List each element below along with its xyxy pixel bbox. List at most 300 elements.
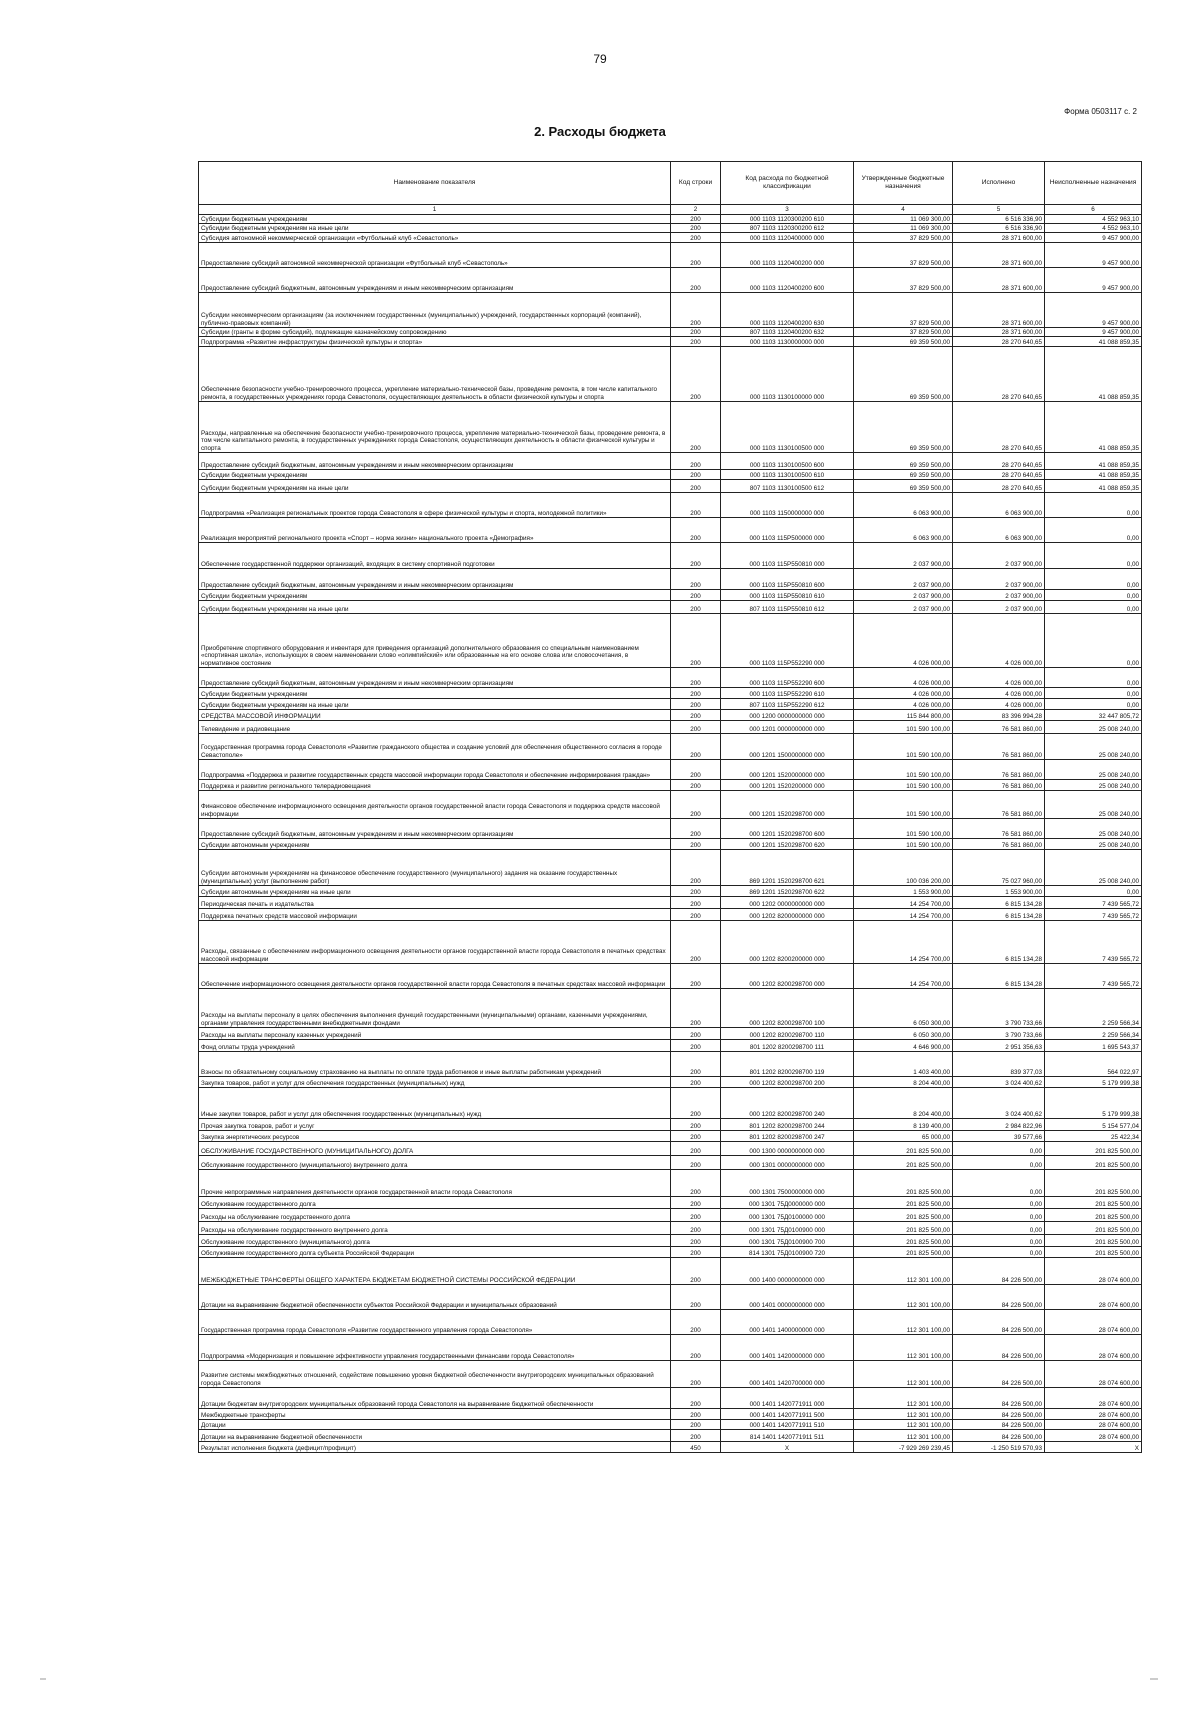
row-unexecuted: 28 074 600,00: [1045, 1335, 1142, 1361]
column-header-classification-code: Код расхода по бюджетной классификации: [721, 162, 854, 205]
row-unexecuted: 25 422,34: [1045, 1131, 1142, 1142]
row-line-code: 200: [671, 1361, 721, 1388]
row-approved: 11 069 300,00: [854, 224, 953, 233]
row-line-code: 200: [671, 909, 721, 921]
table-row: [199, 734, 1142, 760]
row-line-code: 200: [671, 721, 721, 734]
row-executed: 6 815 134,28: [953, 909, 1045, 921]
row-classification-code: 000 1103 115P552290 000: [721, 614, 854, 668]
row-executed: 4 026 000,00: [953, 614, 1045, 668]
table-row: [199, 721, 1142, 734]
table-row: [199, 1040, 1142, 1052]
row-classification-code: 869 1201 1520298700 622: [721, 886, 854, 897]
table-row: [199, 1235, 1142, 1247]
row-line-code: 200: [671, 699, 721, 710]
row-name: Обслуживание государственного долга: [199, 1197, 671, 1209]
row-executed: 4 026 000,00: [953, 668, 1045, 688]
row-executed: 2 984 822,96: [953, 1119, 1045, 1131]
row-classification-code: 801 1202 8200298700 111: [721, 1040, 854, 1052]
row-name: Расходы на выплаты персоналу в целях обеспечения выполнения функций государственными (муниципальными) органами, казенными учреждениями, органами управления государственными внебюджетными фондами: [199, 989, 671, 1028]
row-executed: 84 226 500,00: [953, 1258, 1045, 1285]
row-name: Подпрограмма «Модернизация и повышение эффективности управления государственными финансами города Севастополя»: [199, 1335, 671, 1361]
row-line-code: 200: [671, 480, 721, 493]
row-classification-code: 000 1201 1520298700 000: [721, 791, 854, 819]
row-approved: 37 829 500,00: [854, 328, 953, 337]
row-line-code: 200: [671, 921, 721, 964]
row-executed: 4 026 000,00: [953, 688, 1045, 699]
row-name: Подпрограмма «Развитие инфраструктуры физической культуры и спорта»: [199, 337, 671, 347]
row-unexecuted: 201 825 500,00: [1045, 1247, 1142, 1258]
row-line-code: 450: [671, 1442, 721, 1453]
row-executed: 6 815 134,28: [953, 921, 1045, 964]
table-row: [199, 293, 1142, 328]
row-classification-code: 000 1202 8200000000 000: [721, 909, 854, 921]
row-name: Субсидии бюджетным учреждениям на иные цели: [199, 224, 671, 233]
row-approved: 1 553 900,00: [854, 886, 953, 897]
column-number: 5: [953, 205, 1045, 215]
row-classification-code: 000 1103 115P552290 610: [721, 688, 854, 699]
row-classification-code: 000 1301 75Д0100000 000: [721, 1209, 854, 1222]
row-approved: 4 026 000,00: [854, 688, 953, 699]
row-approved: 101 590 100,00: [854, 839, 953, 850]
row-classification-code: 000 1401 1400000000 000: [721, 1310, 854, 1335]
row-classification-code: 000 1201 1500000000 000: [721, 734, 854, 760]
row-unexecuted: 25 008 240,00: [1045, 839, 1142, 850]
table-row: [199, 1156, 1142, 1170]
row-line-code: 200: [671, 1247, 721, 1258]
row-name: Обеспечение безопасности учебно-тренировочного процесса, укрепление материально-технической базы, проведение ремонта, в том числе капитального ремонта, в государственных учреждениях города Севастополя, осуществляющих деятельность в области физической культуры и спорта: [199, 347, 671, 402]
table-row: [199, 1388, 1142, 1409]
row-unexecuted: 41 088 859,35: [1045, 453, 1142, 470]
row-line-code: 200: [671, 1040, 721, 1052]
row-executed: 6 063 900,00: [953, 518, 1045, 543]
row-executed: -1 250 519 570,93: [953, 1442, 1045, 1453]
row-classification-code: 000 1103 115P550810 000: [721, 543, 854, 569]
row-approved: 201 825 500,00: [854, 1209, 953, 1222]
row-executed: 0,00: [953, 1209, 1045, 1222]
column-number-row: [199, 205, 1142, 215]
table-row: [199, 1028, 1142, 1040]
row-executed: 84 226 500,00: [953, 1285, 1045, 1310]
row-executed: 28 270 640,65: [953, 453, 1045, 470]
row-name: Иные закупки товаров, работ и услуг для обеспечения государственных (муниципальных) нужд: [199, 1088, 671, 1119]
row-unexecuted: 9 457 900,00: [1045, 293, 1142, 328]
row-executed: 84 226 500,00: [953, 1420, 1045, 1430]
row-approved: 6 050 300,00: [854, 989, 953, 1028]
row-name: Взносы по обязательному социальному страхованию на выплаты по оплате труда работников и иные выплаты работникам учреждений: [199, 1052, 671, 1077]
row-line-code: 200: [671, 1388, 721, 1409]
row-name: Межбюджетные трансферты: [199, 1409, 671, 1420]
row-unexecuted: 201 825 500,00: [1045, 1156, 1142, 1170]
row-line-code: 200: [671, 347, 721, 402]
row-line-code: 200: [671, 601, 721, 614]
row-name: Дотации на выравнивание бюджетной обеспеченности субъектов Российской Федерации и муниципальных образований: [199, 1285, 671, 1310]
row-approved: 69 359 500,00: [854, 453, 953, 470]
table-row: [199, 243, 1142, 268]
row-classification-code: 000 1401 1420771911 000: [721, 1388, 854, 1409]
row-approved: 37 829 500,00: [854, 293, 953, 328]
row-unexecuted: 9 457 900,00: [1045, 328, 1142, 337]
column-header-executed: Исполнено: [953, 162, 1045, 205]
row-name: СРЕДСТВА МАССОВОЙ ИНФОРМАЦИИ: [199, 710, 671, 721]
row-unexecuted: 7 439 565,72: [1045, 897, 1142, 909]
row-line-code: 200: [671, 470, 721, 480]
table-row: [199, 1420, 1142, 1430]
row-line-code: 200: [671, 1430, 721, 1442]
row-classification-code: 000 1301 75Д0100900 000: [721, 1222, 854, 1235]
row-unexecuted: 9 457 900,00: [1045, 233, 1142, 243]
row-name: Субсидии бюджетным учреждениям на иные цели: [199, 601, 671, 614]
row-name: Развитие системы межбюджетных отношений, содействие повышению уровня бюджетной обеспеченности внутригородских муниципальных образований города Севастополя: [199, 1361, 671, 1388]
row-approved: 37 829 500,00: [854, 233, 953, 243]
row-name: Расходы на обслуживание государственного внутреннего долга: [199, 1222, 671, 1235]
row-approved: 2 037 900,00: [854, 569, 953, 590]
row-unexecuted: 25 008 240,00: [1045, 780, 1142, 791]
table-row: [199, 601, 1142, 614]
row-line-code: 200: [671, 233, 721, 243]
row-approved: 37 829 500,00: [854, 243, 953, 268]
row-classification-code: 000 1202 8200298700 200: [721, 1077, 854, 1088]
row-unexecuted: 9 457 900,00: [1045, 268, 1142, 293]
row-executed: 84 226 500,00: [953, 1409, 1045, 1420]
row-line-code: 200: [671, 760, 721, 780]
row-unexecuted: 201 825 500,00: [1045, 1197, 1142, 1209]
row-classification-code: 814 1301 75Д0100900 720: [721, 1247, 854, 1258]
table-row: [199, 493, 1142, 518]
row-name: Субсидии (гранты в форме субсидий), подлежащие казначейскому сопровождению: [199, 328, 671, 337]
table-row: [199, 347, 1142, 402]
row-classification-code: 000 1301 75Д0000000 000: [721, 1197, 854, 1209]
row-line-code: 200: [671, 268, 721, 293]
row-unexecuted: 201 825 500,00: [1045, 1222, 1142, 1235]
row-line-code: 200: [671, 989, 721, 1028]
row-classification-code: 000 1202 8200200000 000: [721, 921, 854, 964]
row-classification-code: 807 1103 1120300200 612: [721, 224, 854, 233]
row-unexecuted: 25 008 240,00: [1045, 721, 1142, 734]
row-line-code: 200: [671, 1310, 721, 1335]
row-approved: 69 359 500,00: [854, 337, 953, 347]
row-executed: 3 790 733,66: [953, 989, 1045, 1028]
row-classification-code: 000 1401 0000000000 000: [721, 1285, 854, 1310]
row-line-code: 200: [671, 1028, 721, 1040]
table-row: [199, 964, 1142, 989]
row-classification-code: 807 1103 1130100500 612: [721, 480, 854, 493]
row-classification-code: 000 1401 1420700000 000: [721, 1361, 854, 1388]
row-executed: 28 371 600,00: [953, 293, 1045, 328]
row-approved: 100 036 200,00: [854, 850, 953, 886]
table-row: [199, 543, 1142, 569]
row-approved: 201 825 500,00: [854, 1235, 953, 1247]
table-row: [199, 1209, 1142, 1222]
row-classification-code: 000 1103 1130100500 610: [721, 470, 854, 480]
row-unexecuted: 564 022,97: [1045, 1052, 1142, 1077]
row-executed: 28 270 640,65: [953, 480, 1045, 493]
table-row: [199, 989, 1142, 1028]
row-name: Закупка энергетических ресурсов: [199, 1131, 671, 1142]
row-approved: 2 037 900,00: [854, 601, 953, 614]
row-line-code: 200: [671, 1285, 721, 1310]
expenditure-table: [198, 161, 1142, 1453]
row-name: Прочие непрограммные направления деятельности органов государственной власти города Севастополя: [199, 1170, 671, 1197]
row-approved: 112 301 100,00: [854, 1430, 953, 1442]
row-executed: 76 581 860,00: [953, 760, 1045, 780]
row-classification-code: 000 1201 1520200000 000: [721, 780, 854, 791]
row-classification-code: 000 1201 0000000000 000: [721, 721, 854, 734]
row-unexecuted: 0,00: [1045, 590, 1142, 601]
row-line-code: 200: [671, 224, 721, 233]
row-classification-code: 000 1202 0000000000 000: [721, 897, 854, 909]
row-approved: 14 254 700,00: [854, 964, 953, 989]
row-name: Предоставление субсидий бюджетным, автономным учреждениям и иным некоммерческим организациям: [199, 268, 671, 293]
row-line-code: 200: [671, 886, 721, 897]
row-name: Поддержка и развитие регионального телерадиовещания: [199, 780, 671, 791]
row-executed: 76 581 860,00: [953, 721, 1045, 734]
row-unexecuted: 28 074 600,00: [1045, 1361, 1142, 1388]
table-row: [199, 1361, 1142, 1388]
row-unexecuted: 41 088 859,35: [1045, 470, 1142, 480]
row-approved: 6 063 900,00: [854, 493, 953, 518]
row-unexecuted: 0,00: [1045, 699, 1142, 710]
row-name: Предоставление субсидий бюджетным, автономным учреждениям и иным некоммерческим организациям: [199, 569, 671, 590]
table-row: [199, 760, 1142, 780]
row-executed: 2 037 900,00: [953, 590, 1045, 601]
row-approved: 112 301 100,00: [854, 1258, 953, 1285]
row-name: Дотации бюджетам внутригородских муниципальных образований города Севастополя на выравнивание бюджетной обеспеченности: [199, 1388, 671, 1409]
row-executed: 76 581 860,00: [953, 780, 1045, 791]
row-classification-code: 000 1103 1130100000 000: [721, 347, 854, 402]
row-classification-code: 807 1103 1120400200 632: [721, 328, 854, 337]
row-classification-code: 807 1103 115P550810 612: [721, 601, 854, 614]
row-approved: 69 359 500,00: [854, 480, 953, 493]
row-line-code: 200: [671, 243, 721, 268]
row-approved: 8 139 400,00: [854, 1119, 953, 1131]
row-classification-code: 000 1103 1120400200 630: [721, 293, 854, 328]
table-row: [199, 819, 1142, 839]
row-name: Телевидение и радиовещание: [199, 721, 671, 734]
page-number: 79: [593, 52, 607, 66]
row-executed: 0,00: [953, 1197, 1045, 1209]
row-unexecuted: 201 825 500,00: [1045, 1142, 1142, 1156]
row-classification-code: 000 1301 7500000000 000: [721, 1170, 854, 1197]
row-classification-code: 000 1103 1120300200 610: [721, 215, 854, 224]
row-executed: 0,00: [953, 1222, 1045, 1235]
row-name: Приобретение спортивного оборудования и инвентаря для приведения организаций дополнительного образования со специальным наименованием «спортивная школа», использующих в своем наименовании слово «олимпийский» или образованные на его основе слова или словосочетания, в нормативное состояние: [199, 614, 671, 668]
row-unexecuted: 5 154 577,04: [1045, 1119, 1142, 1131]
row-classification-code: 000 1103 1130000000 000: [721, 337, 854, 347]
row-approved: 6 050 300,00: [854, 1028, 953, 1040]
row-name: Обеспечение государственной поддержки организаций, входящих в систему спортивной подготовки: [199, 543, 671, 569]
row-line-code: 200: [671, 1156, 721, 1170]
row-unexecuted: 41 088 859,35: [1045, 402, 1142, 453]
row-classification-code: 000 1103 1120400200 000: [721, 243, 854, 268]
table-header-row: [199, 162, 1142, 205]
row-unexecuted: 41 088 859,35: [1045, 480, 1142, 493]
row-approved: 1 403 400,00: [854, 1052, 953, 1077]
row-unexecuted: 25 008 240,00: [1045, 819, 1142, 839]
table-row: [199, 518, 1142, 543]
row-line-code: 200: [671, 215, 721, 224]
row-unexecuted: 28 074 600,00: [1045, 1258, 1142, 1285]
row-unexecuted: 25 008 240,00: [1045, 734, 1142, 760]
column-number: 2: [671, 205, 721, 215]
row-unexecuted: 0,00: [1045, 614, 1142, 668]
row-name: Субсидии автономным учреждениям: [199, 839, 671, 850]
table-row: [199, 1077, 1142, 1088]
row-classification-code: 814 1401 1420771911 511: [721, 1430, 854, 1442]
row-executed: 76 581 860,00: [953, 819, 1045, 839]
row-unexecuted: 5 179 999,38: [1045, 1088, 1142, 1119]
row-approved: 101 590 100,00: [854, 760, 953, 780]
row-unexecuted: 32 447 805,72: [1045, 710, 1142, 721]
row-executed: 39 577,66: [953, 1131, 1045, 1142]
row-name: Расходы, связанные с обеспечением информационного освещения деятельности органов государственной власти города Севастополя в печатных средствах массовой информации: [199, 921, 671, 964]
row-classification-code: 000 1202 8200298700 000: [721, 964, 854, 989]
column-header-approved: Утвержденные бюджетные назначения: [854, 162, 953, 205]
row-approved: 14 254 700,00: [854, 921, 953, 964]
row-classification-code: 801 1202 8200298700 247: [721, 1131, 854, 1142]
row-executed: 0,00: [953, 1235, 1045, 1247]
row-name: ОБСЛУЖИВАНИЕ ГОСУДАРСТВЕННОГО (МУНИЦИПАЛЬНОГО) ДОЛГА: [199, 1142, 671, 1156]
row-unexecuted: 28 074 600,00: [1045, 1388, 1142, 1409]
row-name: Субсидии бюджетным учреждениям: [199, 215, 671, 224]
row-unexecuted: 9 457 900,00: [1045, 243, 1142, 268]
row-executed: 4 026 000,00: [953, 699, 1045, 710]
row-classification-code: 801 1202 8200298700 244: [721, 1119, 854, 1131]
row-executed: 28 371 600,00: [953, 233, 1045, 243]
row-approved: 112 301 100,00: [854, 1409, 953, 1420]
row-executed: 0,00: [953, 1170, 1045, 1197]
row-name: Субсидия автономной некоммерческой организации «Футбольный клуб «Севастополь»: [199, 233, 671, 243]
table-row: [199, 569, 1142, 590]
table-row: [199, 1052, 1142, 1077]
row-line-code: 200: [671, 543, 721, 569]
row-approved: 101 590 100,00: [854, 819, 953, 839]
row-unexecuted: 7 439 565,72: [1045, 909, 1142, 921]
row-line-code: 200: [671, 1197, 721, 1209]
row-approved: 8 204 400,00: [854, 1077, 953, 1088]
row-line-code: 200: [671, 850, 721, 886]
row-classification-code: X: [721, 1442, 854, 1453]
row-executed: 28 270 640,65: [953, 347, 1045, 402]
row-approved: 112 301 100,00: [854, 1361, 953, 1388]
table-row: [199, 480, 1142, 493]
table-row: [199, 1430, 1142, 1442]
row-approved: 101 590 100,00: [854, 791, 953, 819]
row-classification-code: 000 1201 1520000000 000: [721, 760, 854, 780]
table-row: [199, 921, 1142, 964]
row-name: Фонд оплаты труда учреждений: [199, 1040, 671, 1052]
row-executed: 0,00: [953, 1247, 1045, 1258]
table-row: [199, 791, 1142, 819]
row-unexecuted: 28 074 600,00: [1045, 1420, 1142, 1430]
row-approved: 6 063 900,00: [854, 518, 953, 543]
row-classification-code: 000 1103 115P550810 610: [721, 590, 854, 601]
row-approved: 69 359 500,00: [854, 347, 953, 402]
table-row: [199, 699, 1142, 710]
table-row: [199, 453, 1142, 470]
row-approved: 4 026 000,00: [854, 699, 953, 710]
row-executed: 84 226 500,00: [953, 1430, 1045, 1442]
row-name: Результат исполнения бюджета (дефицит/профицит): [199, 1442, 671, 1453]
table-row: [199, 268, 1142, 293]
row-unexecuted: 25 008 240,00: [1045, 850, 1142, 886]
row-approved: 112 301 100,00: [854, 1310, 953, 1335]
row-name: Субсидии автономным учреждениям на финансовое обеспечение государственного (муниципального) задания на оказание государственных (муниципальных) услуг (выполнение работ): [199, 850, 671, 886]
row-classification-code: 869 1201 1520298700 621: [721, 850, 854, 886]
form-code: Форма 0503117 с. 2: [1064, 107, 1137, 116]
row-name: Предоставление субсидий бюджетным, автономным учреждениям и иным некоммерческим организациям: [199, 819, 671, 839]
row-approved: 201 825 500,00: [854, 1247, 953, 1258]
row-executed: 75 027 960,00: [953, 850, 1045, 886]
row-line-code: 200: [671, 614, 721, 668]
row-approved: 69 359 500,00: [854, 470, 953, 480]
row-classification-code: 000 1103 1120400200 600: [721, 268, 854, 293]
row-line-code: 200: [671, 734, 721, 760]
row-approved: 201 825 500,00: [854, 1222, 953, 1235]
row-classification-code: 000 1401 1420000000 000: [721, 1335, 854, 1361]
row-executed: 3 790 733,66: [953, 1028, 1045, 1040]
row-line-code: 200: [671, 590, 721, 601]
scan-margin-marks: [40, 1678, 1160, 1680]
table-row: [199, 337, 1142, 347]
row-executed: 6 815 134,28: [953, 897, 1045, 909]
row-executed: 28 270 640,65: [953, 470, 1045, 480]
row-line-code: 200: [671, 819, 721, 839]
row-approved: 201 825 500,00: [854, 1197, 953, 1209]
row-name: Обслуживание государственного долга субъекта Российской Федерации: [199, 1247, 671, 1258]
table-row: [199, 1335, 1142, 1361]
row-unexecuted: 28 074 600,00: [1045, 1285, 1142, 1310]
table-row: [199, 1170, 1142, 1197]
row-approved: 4 646 900,00: [854, 1040, 953, 1052]
row-name: Субсидии бюджетным учреждениям на иные цели: [199, 480, 671, 493]
row-classification-code: 807 1103 115P552290 612: [721, 699, 854, 710]
row-classification-code: 000 1103 115P500000 000: [721, 518, 854, 543]
table-row: [199, 1131, 1142, 1142]
row-unexecuted: 41 088 859,35: [1045, 347, 1142, 402]
row-approved: 201 825 500,00: [854, 1156, 953, 1170]
row-line-code: 200: [671, 1209, 721, 1222]
column-header-name: Наименование показателя: [199, 162, 671, 205]
row-unexecuted: 0,00: [1045, 493, 1142, 518]
table-row: [199, 1285, 1142, 1310]
row-approved: 101 590 100,00: [854, 734, 953, 760]
table-row: [199, 590, 1142, 601]
row-name: Подпрограмма «Реализация региональных проектов города Севастополя в сфере физической культуры и спорта, молодежной политики»: [199, 493, 671, 518]
row-approved: 112 301 100,00: [854, 1285, 953, 1310]
row-line-code: 200: [671, 493, 721, 518]
row-line-code: 200: [671, 1088, 721, 1119]
row-approved: 69 359 500,00: [854, 402, 953, 453]
row-executed: 76 581 860,00: [953, 734, 1045, 760]
row-executed: 0,00: [953, 1156, 1045, 1170]
row-unexecuted: 2 259 566,34: [1045, 1028, 1142, 1040]
row-line-code: 200: [671, 1052, 721, 1077]
row-line-code: 200: [671, 569, 721, 590]
row-line-code: 200: [671, 780, 721, 791]
row-executed: 839 377,03: [953, 1052, 1045, 1077]
row-line-code: 200: [671, 1222, 721, 1235]
table-row: [199, 710, 1142, 721]
table-row: [199, 1247, 1142, 1258]
row-executed: 6 063 900,00: [953, 493, 1045, 518]
row-classification-code: 000 1301 0000000000 000: [721, 1156, 854, 1170]
row-executed: 83 396 994,28: [953, 710, 1045, 721]
row-approved: 201 825 500,00: [854, 1142, 953, 1156]
row-name: Предоставление субсидий бюджетным, автономным учреждениям и иным некоммерческим организациям: [199, 453, 671, 470]
column-number: 1: [199, 205, 671, 215]
row-executed: 3 024 400,62: [953, 1088, 1045, 1119]
